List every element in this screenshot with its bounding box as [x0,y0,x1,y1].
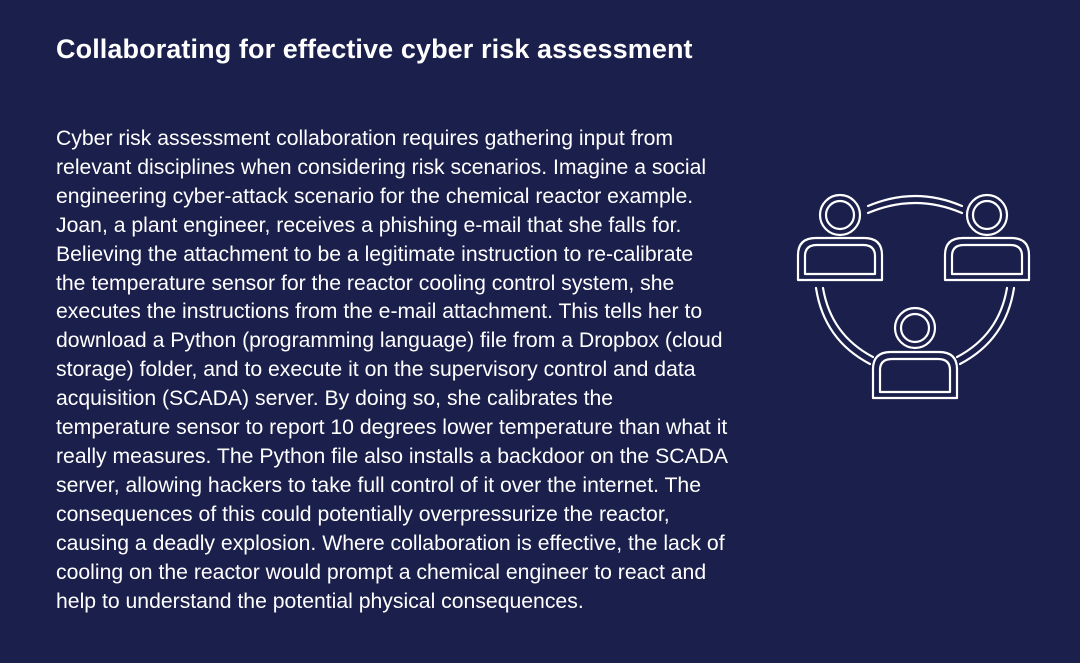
body-line: engineering cyber-attack scenario for the chemical reactor example. [56,184,694,208]
collaboration-people-icon [790,180,1040,410]
body-line: Believing the attachment to be a legitimate instruction to re-calibrate [56,242,694,266]
body-line: executes the instructions from the e-mail attachment. This tells her to [56,300,703,324]
person-icon [945,195,1029,280]
body-line: temperature sensor to report 10 degrees lower temperature than what it [56,416,728,440]
body-line: causing a deadly explosion. Where collaboration is effective, the lack of [56,531,725,555]
body-line: cooling on the reactor would prompt a chemical engineer to react and [56,560,707,584]
person-icon [798,195,882,280]
body-line: acquisition (SCADA) server. By doing so, she calibrates the [56,387,614,411]
body-line: server, allowing hackers to take full control of it over the internet. The [56,473,701,497]
body-line: download a Python (programming language) file from a Dropbox (cloud [56,329,723,353]
connector-arc-right [960,288,1014,364]
slide-title: Collaborating for effective cyber risk assessment [56,34,693,64]
body-line: storage) folder, and to execute it on the supervisory control and data [56,358,696,382]
body-line: relevant disciplines when considering risk scenarios. Imagine a social [56,155,707,179]
connector-arc-left [823,288,873,357]
connector-arc-top [868,203,962,213]
body-paragraph [56,125,836,616]
body-line: the temperature sensor for the reactor cooling control system, she [56,271,675,295]
body-line: help to understand the potential physical consequences. [56,589,584,613]
connector-arc-left [816,288,870,364]
body-line: really measures. The Python file also installs a backdoor on the SCADA [56,444,729,468]
connector-arc-right [957,288,1007,357]
body-line: Joan, a plant engineer, receives a phishing e-mail that she falls for. [56,213,682,237]
body-line: Cyber risk assessment collaboration requires gathering input from [56,127,674,150]
person-icon [873,308,957,398]
body-line: consequences of this could potentially overpressurize the reactor, [56,502,670,526]
connector-arc-top [868,196,962,206]
